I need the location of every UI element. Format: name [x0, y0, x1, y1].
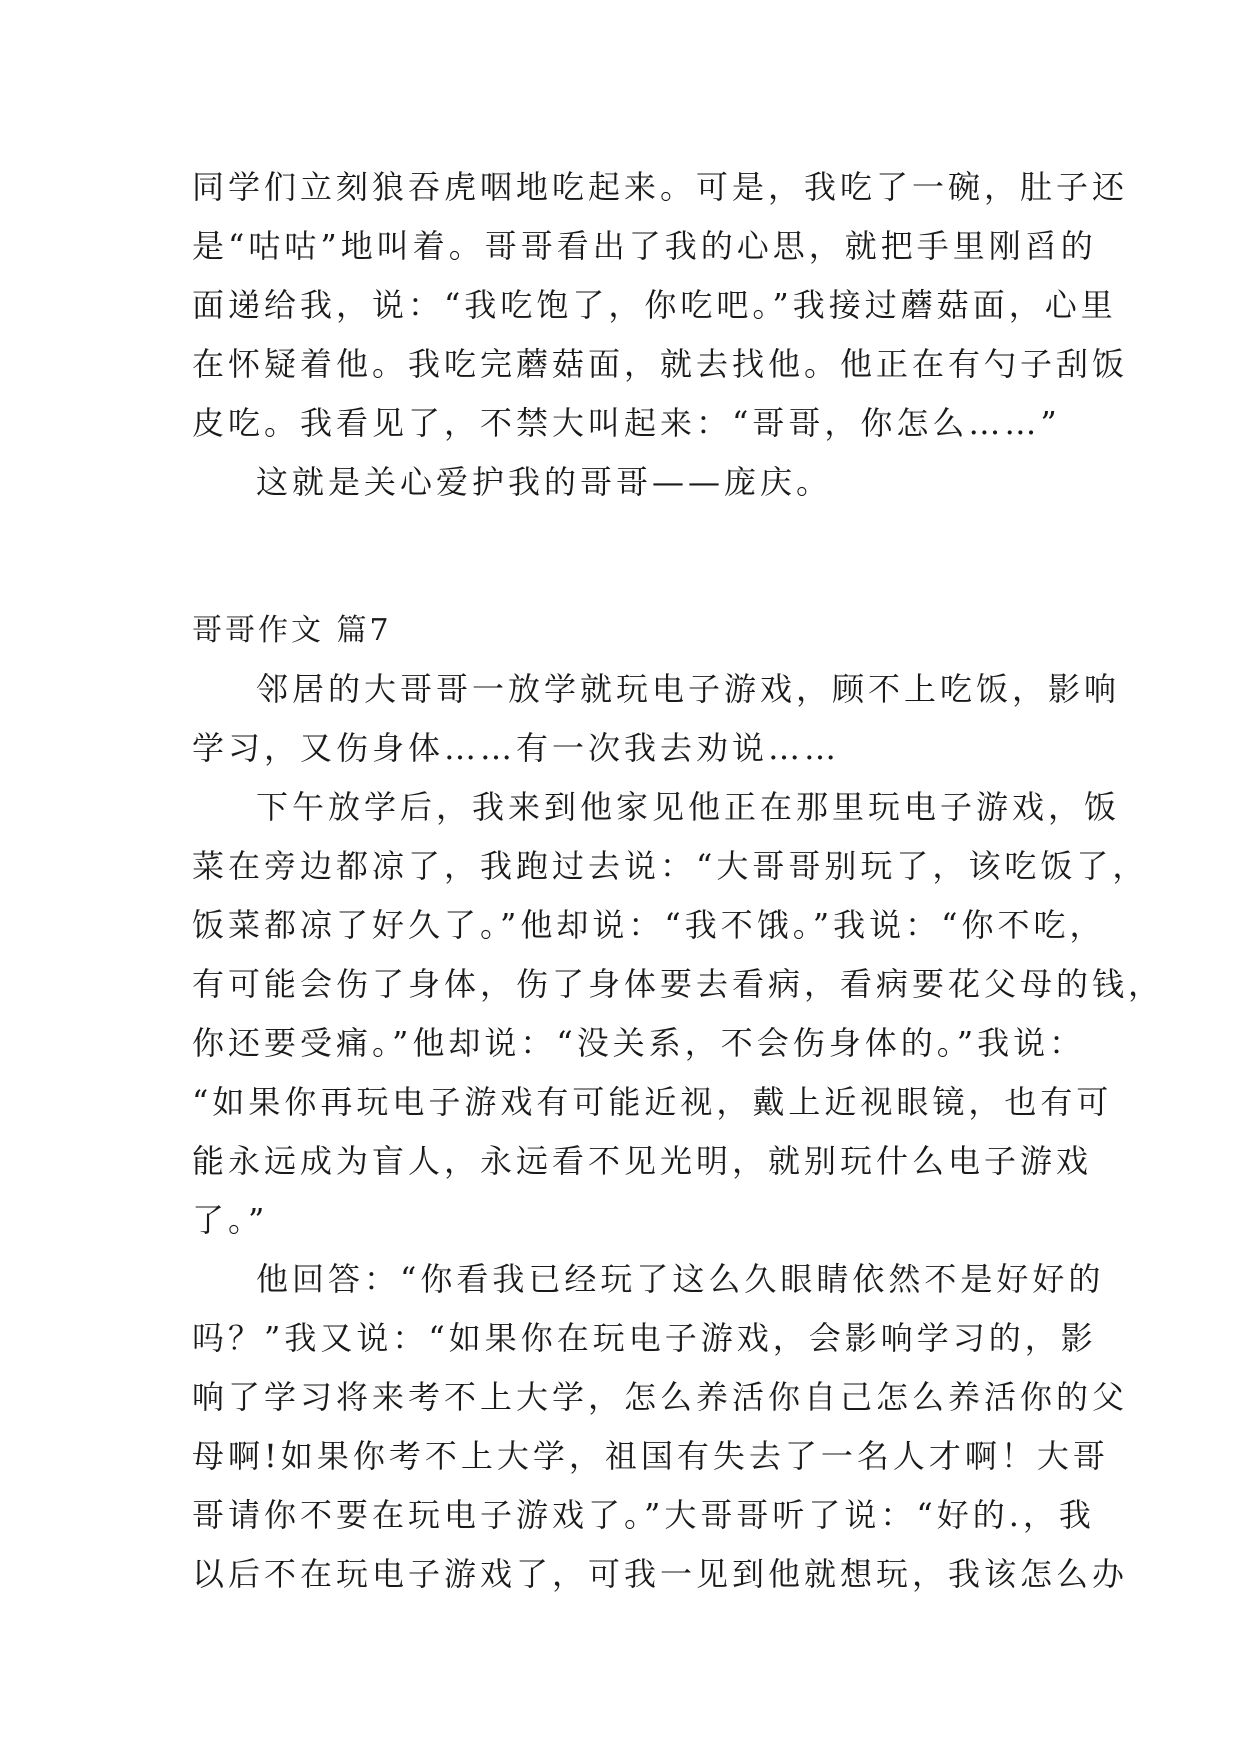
text-line: 哥请你不要在玩电子游戏了。”大哥哥听了说：“好的.，我 [192, 1496, 1095, 1534]
text-line: 你还要受痛。”他却说：“没关系，不会伤身体的。”我说： [192, 1024, 1086, 1062]
text-line: 皮吃。我看见了，不禁大叫起来：“哥哥，你怎么……” [192, 404, 1061, 442]
text-line: 菜在旁边都凉了，我跑过去说：“大哥哥别玩了，该吃饭了， [192, 847, 1149, 885]
text-line: 母啊!如果你考不上大学，祖国有失去了一名人才啊！大哥 [192, 1437, 1109, 1475]
document-page [192, 158, 1165, 1604]
text-line: 有可能会伤了身体，伤了身体要去看病，看病要花父母的钱， [192, 965, 1165, 1003]
section-gap [192, 512, 1050, 601]
text-line: 吗？”我又说：“如果你在玩电子游戏，会影响学习的，影 [192, 1319, 1097, 1357]
text-line: 他回答：“你看我已经玩了这么久眼睛依然不是好好的 [256, 1260, 1105, 1298]
text-line: 同学们立刻狼吞虎咽地吃起来。可是，我吃了一碗，肚子还 [192, 168, 1129, 206]
text-line: 能永远成为盲人，永远看不见光明，就别玩什么电子游戏 [192, 1142, 1093, 1180]
text-line: 以后不在玩电子游戏了，可我一见到他就想玩，我该怎么办 [192, 1555, 1129, 1593]
closing-line: 这就是关心爱护我的哥哥——庞庆。 [256, 463, 833, 501]
text-line: 是“咕咕”地叫着。哥哥看出了我的心思，就把手里刚舀的 [192, 227, 1097, 265]
text-line: 邻居的大哥哥一放学就玩电子游戏，顾不上吃饭，影响 [256, 670, 1121, 708]
paragraph-section1 [192, 158, 1129, 453]
paragraph-2 [192, 778, 1165, 1250]
text-line: 了。” [192, 1201, 269, 1239]
paragraph-1 [192, 660, 1121, 778]
section-heading: 哥哥作文 篇7 [192, 613, 392, 648]
text-line: 在怀疑着他。我吃完蘑菇面，就去找他。他正在有勺子刮饭 [192, 345, 1129, 383]
text-line: 饭菜都凉了好久了。”他却说：“我不饿。”我说：“你不吃， [192, 906, 1106, 944]
text-line: 面递给我，说：“我吃饱了，你吃吧。”我接过蘑菇面，心里 [192, 286, 1117, 324]
paragraph-3 [192, 1250, 1129, 1604]
text-line: 响了学习将来考不上大学，怎么养活你自己怎么养活你的父 [192, 1378, 1129, 1416]
text-line: 学习，又伤身体……有一次我去劝说…… [192, 729, 841, 767]
text-line: 下午放学后，我来到他家见他正在那里玩电子游戏，饭 [256, 788, 1121, 826]
text-line: “如果你再玩电子游戏有可能近视，戴上近视眼镜，也有可 [192, 1083, 1113, 1121]
